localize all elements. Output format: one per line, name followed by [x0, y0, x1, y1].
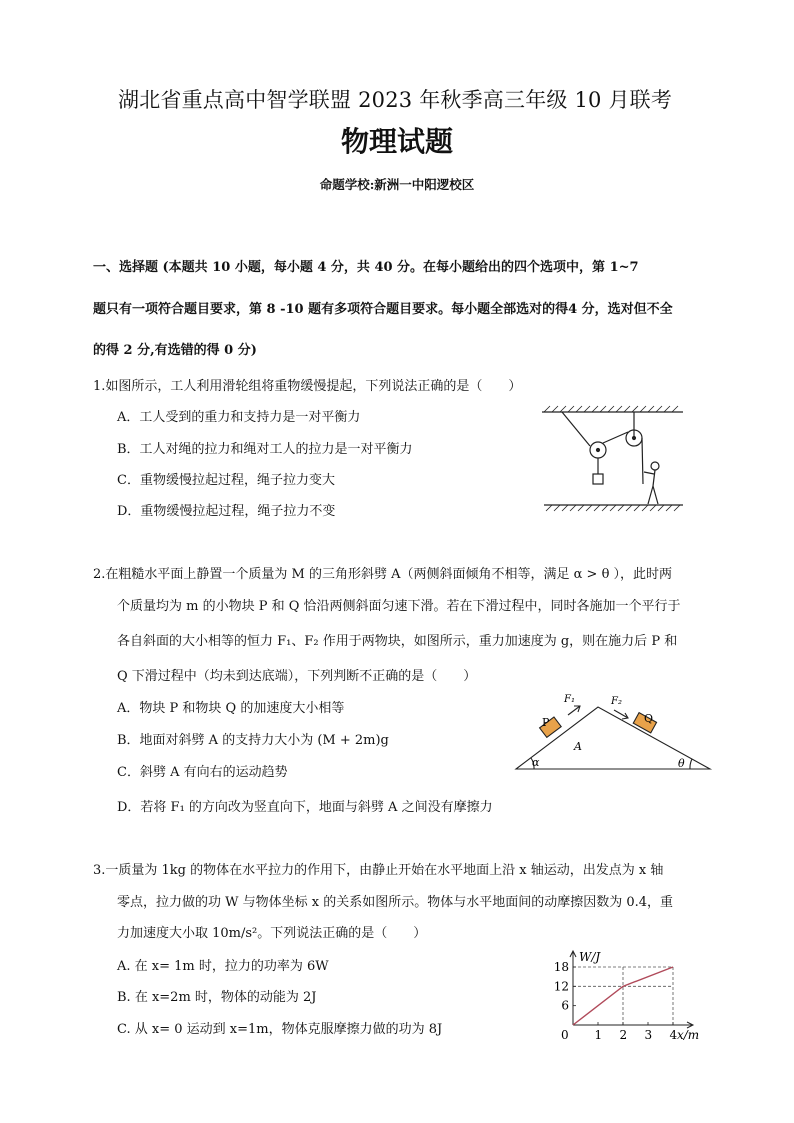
q2-stem-line-4: Q 下滑过程中（均未到达底端），下列判断不正确的是（ ）: [117, 669, 477, 684]
exam-title: 湖北省重点高中智学联盟 2023 年秋季高三年级 10 月联考: [118, 88, 673, 112]
q3-option-a: A. 在 x= 1m 时，拉力的功率为 6W: [117, 959, 329, 974]
q3-option-b: B. 在 x=2m 时，物体的动能为 2J: [117, 990, 317, 1005]
q3-stem-line-3: 力加速度大小取 10m/s²。下列说法正确的是（ ）: [117, 926, 427, 941]
q3-work-displacement-chart: [540, 936, 710, 1046]
q1-option-c: C．重物缓慢拉起过程，绳子拉力变大: [117, 473, 335, 488]
x-tick-label-4: 4: [669, 1028, 678, 1042]
q3-stem-line-1: 3.一质量为 1kg 的物体在水平拉力的作用下，由静止开始在水平地面上沿 x 轴运动，出发点为 x 轴: [93, 863, 664, 878]
label-f1: F₁: [564, 694, 575, 705]
chart-y-axis-label: W/J: [579, 950, 601, 964]
label-alpha: α: [532, 756, 540, 769]
chart-grid: [573, 967, 673, 1025]
q3-stem-line-2: 零点，拉力做的功 W 与物体坐标 x 的关系如图所示。物体与水平地面间的动摩擦因数为 0.4，重: [117, 895, 674, 910]
y-tick-label-6: 6: [561, 998, 569, 1013]
q2-stem-line-1: 2.在粗糙水平面上静置一个质量为 M 的三角形斜劈 A（两侧斜面倾角不相等，满足 α > θ ），此时两: [93, 567, 673, 582]
q2-option-a: A．物块 P 和物块 Q 的加速度大小相等: [117, 701, 345, 716]
label-f2: F₂: [611, 696, 622, 707]
label-theta: θ: [678, 757, 685, 770]
q2-option-d: D．若将 F₁ 的方向改为竖直向下，地面与斜劈 A 之间没有摩擦力: [117, 800, 493, 815]
label-a: A: [574, 740, 582, 753]
section-instructions-line-3: 的得 2 分,有选错的得 0 分): [93, 343, 257, 358]
q2-option-b: B．地面对斜劈 A 的支持力大小为 (M + 2m)g: [117, 733, 389, 748]
q3-option-c: C. 从 x= 0 运动到 x=1m，物体克服摩擦力做的功为 8J: [117, 1022, 443, 1037]
q2-stem-line-3: 各自斜面的大小相等的恒力 F₁、F₂ 作用于两物块，如图所示，重力加速度为 g，则在施力后 P 和: [117, 634, 678, 649]
q1-option-b: B．工人对绳的拉力和绳对工人的拉力是一对平衡力: [117, 442, 413, 457]
author-school: 命题学校:新洲一中阳逻校区: [319, 177, 475, 192]
label-p: P: [542, 716, 550, 729]
y-tick-label-18: 18: [553, 960, 569, 974]
label-q: Q: [644, 712, 654, 725]
y-tick-label-12: 12: [553, 979, 569, 994]
q1-stem: 1.如图所示，工人利用滑轮组将重物缓慢提起，下列说法正确的是（ ）: [93, 379, 522, 394]
section-instructions-line-2: 题只有一项符合题目要求，第 8 -10 题有多项符合题目要求。每小题全部选对的得4 分，选对但不全: [93, 302, 673, 317]
chart-series-line: [573, 967, 673, 1025]
x-tick-label-2: 2: [619, 1028, 628, 1042]
q1-option-a: A．工人受到的重力和支持力是一对平衡力: [117, 410, 361, 425]
x-tick-label-1: 1: [594, 1028, 603, 1042]
q1-option-d: D．重物缓慢拉起过程，绳子拉力不变: [117, 504, 336, 519]
x-tick-label-3: 3: [644, 1028, 653, 1042]
q1-pulley-figure: [540, 402, 685, 517]
q2-stem-line-2: 个质量均为 m 的小物块 P 和 Q 恰沿两侧斜面匀速下滑。若在下滑过程中，同时各施加一个平行于: [117, 599, 681, 614]
subject-title: 物理试题: [340, 125, 453, 158]
q2-wedge-figure: [510, 688, 715, 773]
x-tick-label-0: 0: [561, 1028, 569, 1042]
chart-x-axis-label: x/m: [677, 1028, 700, 1042]
section-instructions-line-1: 一、选择题 (本题共 10 小题，每小题 4 分，共 40 分。在每小题给出的四个选项中，第 1~7: [93, 260, 639, 275]
q2-option-c: C．斜劈 A 有向右的运动趋势: [117, 765, 288, 780]
